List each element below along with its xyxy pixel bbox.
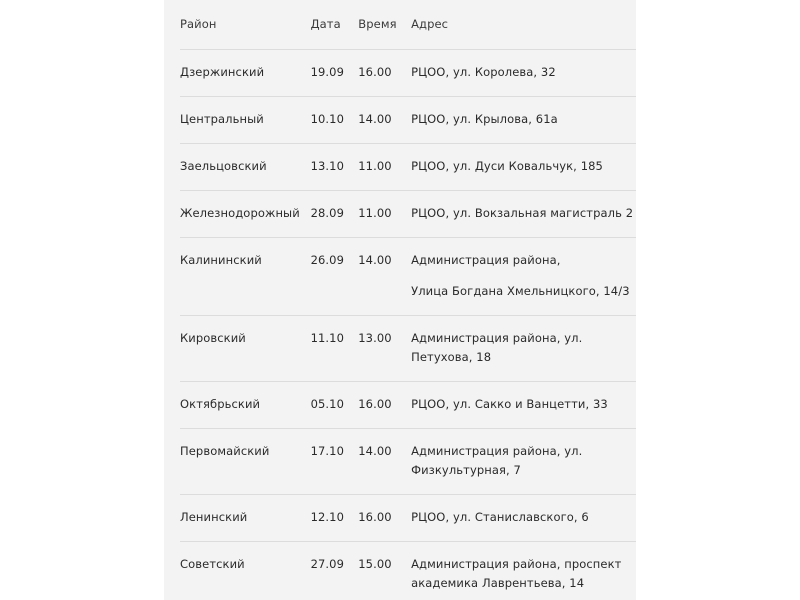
table-row — [180, 316, 636, 382]
table-row — [180, 495, 636, 542]
header-time: Время — [358, 4, 411, 50]
time-cell: 16.00 — [358, 382, 411, 429]
district-cell: Первомайский — [180, 429, 311, 495]
time-cell: 14.00 — [358, 429, 411, 495]
address-cell: РЦОО, ул. Сакко и Ванцетти, 33 — [411, 382, 636, 429]
district-cell: Заельцовский — [180, 144, 311, 191]
date-cell: 27.09 — [311, 542, 359, 600]
district-cell: Дзержинский — [180, 50, 311, 97]
time-cell: 11.00 — [358, 191, 411, 238]
address-cell: РЦОО, ул. Станиславского, 6 — [411, 495, 636, 542]
time-cell: 11.00 — [358, 144, 411, 191]
address-line-1: Администрация района, — [411, 253, 561, 267]
district-cell: Калининский — [180, 238, 311, 316]
district-cell: Ленинский — [180, 495, 311, 542]
table-row — [180, 542, 636, 600]
table-header-row — [180, 4, 636, 50]
header-address: Адрес — [411, 4, 636, 50]
address-cell: РЦОО, ул. Крылова, 61а — [411, 97, 636, 144]
address-cell: Администрация района, ул. Петухова, 18 — [411, 316, 636, 382]
table-row — [180, 144, 636, 191]
time-cell: 14.00 — [358, 97, 411, 144]
date-cell: 28.09 — [311, 191, 359, 238]
time-cell: 16.00 — [358, 50, 411, 97]
table-row — [180, 429, 636, 495]
date-cell: 17.10 — [311, 429, 359, 495]
address-cell: РЦОО, ул. Вокзальная магистраль 2 — [411, 191, 636, 238]
address-cell: РЦОО, ул. Королева, 32 — [411, 50, 636, 97]
time-cell: 16.00 — [358, 495, 411, 542]
date-cell: 11.10 — [311, 316, 359, 382]
table-row — [180, 382, 636, 429]
date-cell: 26.09 — [311, 238, 359, 316]
date-cell: 05.10 — [311, 382, 359, 429]
date-cell: 10.10 — [311, 97, 359, 144]
date-cell: 13.10 — [311, 144, 359, 191]
table-row — [180, 191, 636, 238]
address-cell: РЦОО, ул. Дуси Ковальчук, 185 — [411, 144, 636, 191]
address-cell: Администрация района, ул. Физкультурная, 7 — [411, 429, 636, 495]
district-cell: Кировский — [180, 316, 311, 382]
date-cell: 12.10 — [311, 495, 359, 542]
district-cell: Центральный — [180, 97, 311, 144]
header-date: Дата — [311, 4, 359, 50]
district-cell: Октябрьский — [180, 382, 311, 429]
district-cell: Железнодорожный — [180, 191, 311, 238]
table-row — [180, 97, 636, 144]
time-cell: 14.00 — [358, 238, 411, 316]
address-cell — [411, 238, 636, 316]
header-district: Район — [180, 4, 311, 50]
address-line-2: Улица Богдана Хмельницкого, 14/3 — [411, 284, 630, 298]
time-cell: 15.00 — [358, 542, 411, 600]
date-cell: 19.09 — [311, 50, 359, 97]
time-cell: 13.00 — [358, 316, 411, 382]
schedule-table — [180, 4, 636, 600]
table-row — [180, 238, 636, 316]
district-cell: Советский — [180, 542, 311, 600]
schedule-panel — [164, 0, 636, 600]
table-row — [180, 50, 636, 97]
address-cell: Администрация района, проспект академика Лаврентьева, 14 — [411, 542, 636, 600]
